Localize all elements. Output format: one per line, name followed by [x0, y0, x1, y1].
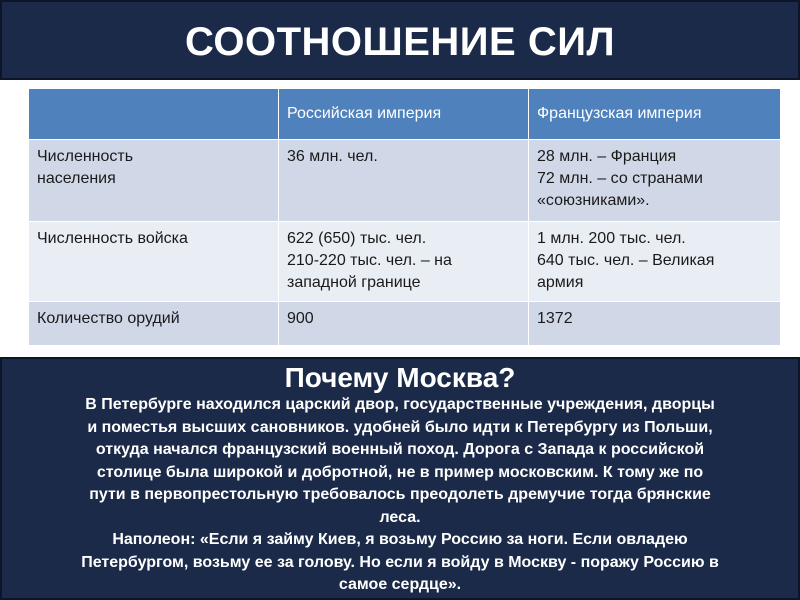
russia-cell: [279, 140, 529, 222]
text-line: 210-220 тыс. чел. – на: [287, 252, 452, 269]
row-label: [29, 222, 279, 302]
table-row-guns: [29, 302, 781, 346]
why-moscow-box: [0, 357, 800, 600]
text-line: 28 млн. – Франция: [537, 148, 677, 165]
text-line: Количество орудий: [37, 310, 180, 327]
napoleon-quote: [2, 529, 798, 597]
row-label: [29, 140, 279, 222]
text-line: населения: [37, 170, 116, 187]
text-line: В Петербурге находился царский двор, государственные учреждения, дворцы: [85, 396, 715, 413]
text-line: Численность войска: [37, 230, 188, 247]
france-cell: [529, 222, 781, 302]
text-line: 622 (650) тыс. чел.: [287, 230, 427, 247]
text-line: армия: [537, 274, 584, 291]
text-line: и поместья высших сановников. удобней было идти к Петербургу из Польши,: [87, 418, 713, 436]
slide-title: СООТНОШЕНИЕ СИЛ: [184, 20, 616, 64]
text-line: Наполеон: «Если я займу Киев, я возьму Россию за ноги. Если овладею: [112, 531, 688, 548]
text-line: западной границе: [287, 274, 421, 291]
section-heading: Почему Москва?: [284, 362, 516, 393]
text-line: леса.: [379, 508, 421, 526]
text-line: 72 млн. – со странами: [537, 170, 703, 187]
text-line: «союзниками».: [537, 192, 650, 209]
text-line: откуда начался французский военный поход. Дорога с Запада к российской: [95, 441, 705, 458]
forces-table: [28, 88, 781, 346]
text-line: 36 млн. чел.: [287, 148, 378, 165]
text-line: столице была широкой и добротной, не в пример московским. К тому же по: [96, 463, 704, 481]
text-line: 900: [287, 310, 314, 327]
table-header-row: [29, 89, 781, 140]
header-empty: [29, 89, 279, 140]
text-line: 1 млн. 200 тыс. чел.: [537, 230, 686, 247]
text-line: 640 тыс. чел. – Великая: [537, 252, 715, 269]
header-france: Французская империя: [529, 89, 781, 140]
russia-cell: [279, 302, 529, 346]
text-line: самое сердце».: [338, 576, 462, 593]
russia-cell: [279, 222, 529, 302]
text-line: Петербургом, возьму ее за голову. Но если я войду в Москву - поражу Россию в: [81, 553, 719, 571]
title-bar: [0, 0, 800, 80]
text-line: Численность: [37, 148, 134, 165]
france-cell: [529, 140, 781, 222]
text-line: пути в первопрестольную требовалось преодолеть дремучие тогда брянские: [89, 486, 711, 503]
header-russia: Российская империя: [279, 89, 529, 140]
row-label: [29, 302, 279, 346]
table-row-army: [29, 222, 781, 302]
france-cell: [529, 302, 781, 346]
section-paragraph: [2, 394, 798, 529]
table-row-population: [29, 140, 781, 222]
text-line: 1372: [537, 310, 573, 327]
